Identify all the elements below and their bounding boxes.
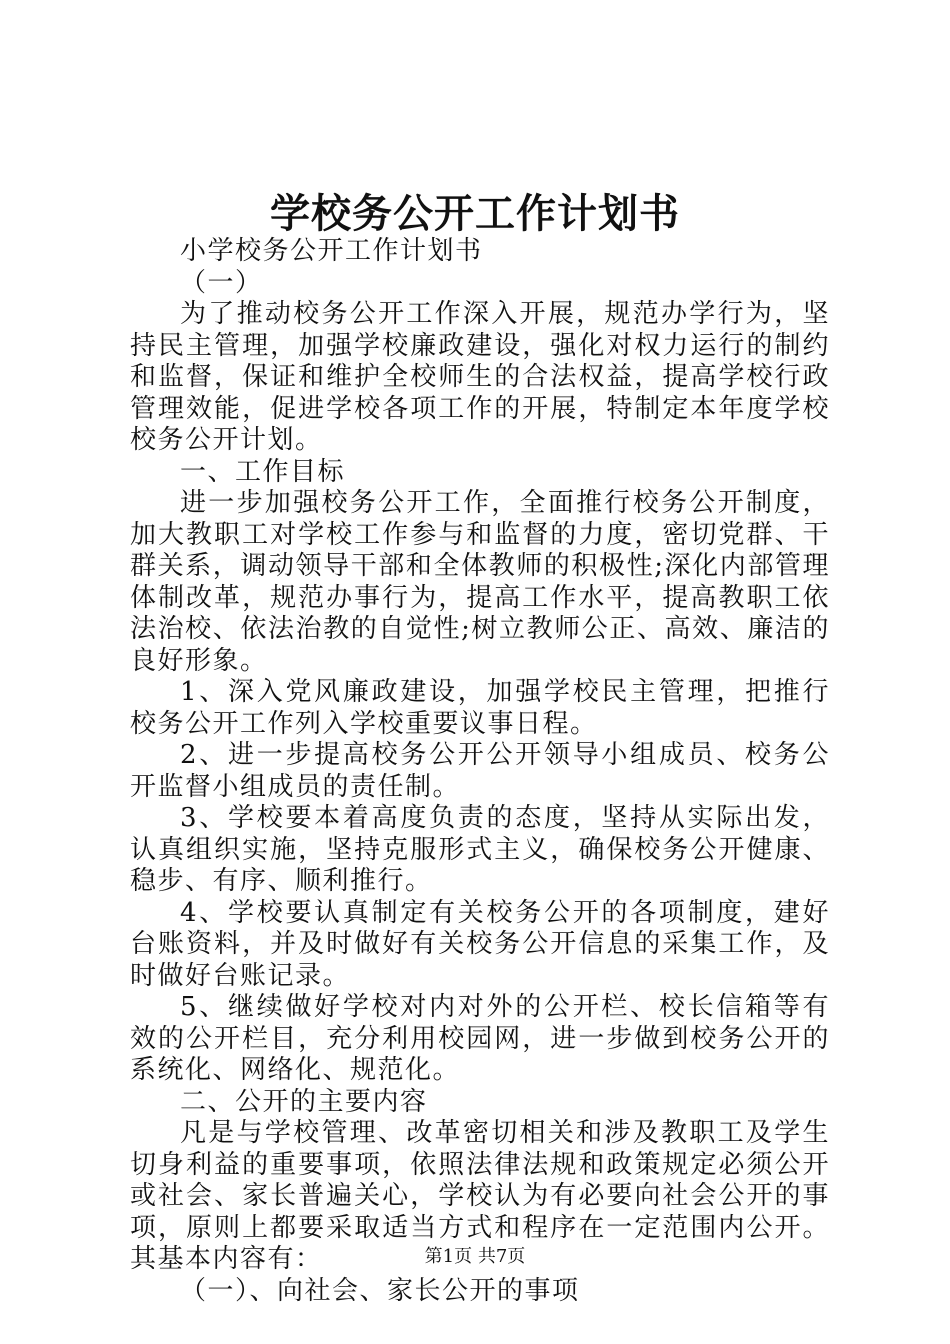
subheading-public-matters: （一）、向社会、家长公开的事项 bbox=[180, 1275, 580, 1306]
goals-paragraph: 进一步加强校务公开工作，全面推行校务公开制度，加大教职工对学校工作参与和监督的力度，密切党群、干群关系，调动领导干部和全体教师的积极性;深化内部管理体制改革，规范办事行为，提高工作水平，提高教职工依法治校、依法治教的自觉性;树立教师公正、高效、廉洁的良好形象。 bbox=[130, 488, 830, 676]
list-item-2: 2、进一步提高校务公开公开领导小组成员、校务公开监督小组成员的责任制。 bbox=[130, 740, 830, 802]
page-indicator: 第1页 共7页 bbox=[424, 1246, 526, 1267]
intro-paragraph: 为了推动校务公开工作深入开展，规范办学行为，坚持民主管理，加强学校廉政建设，强化对权力运行的制约和监督，保证和维护全校师生的合法权益，提高学校行政管理效能，促进学校各项工作的开展，特制定本年度学校校务公开计划。 bbox=[130, 299, 830, 455]
section-marker: （一） bbox=[180, 267, 263, 298]
list-item-1: 1、深入党风廉政建设，加强学校民主管理，把推行校务公开工作列入学校重要议事日程。 bbox=[130, 677, 830, 739]
list-item-3: 3、学校要本着高度负责的态度，坚持从实际出发，认真组织实施，坚持克服形式主义，确保校务公开健康、稳步、有序、顺利推行。 bbox=[130, 803, 830, 896]
subtitle: 小学校务公开工作计划书 bbox=[180, 236, 483, 266]
list-item-5: 5、继续做好学校对内对外的公开栏、校长信箱等有效的公开栏目，充分利用校园网，进一步做到校务公开的系统化、网络化、规范化。 bbox=[130, 992, 830, 1085]
heading-work-goals: 一、工作目标 bbox=[180, 456, 346, 487]
content-paragraph: 凡是与学校管理、改革密切相关和涉及教职工及学生切身利益的重要事项，依照法律法规和政策规定必须公开或社会、家长普遍关心，学校认为有必要向社会公开的事项，原则上都要采取适当方式和程序在一定范围内公开。其基本内容有： bbox=[130, 1118, 830, 1274]
document-body bbox=[130, 236, 830, 1307]
list-item-4: 4、学校要认真制定有关校务公开的各项制度，建好台账资料，并及时做好有关校务公开信息的采集工作，及时做好台账记录。 bbox=[130, 897, 830, 991]
document-title: 学校务公开工作计划书 bbox=[270, 190, 680, 237]
heading-main-content: 二、公开的主要内容 bbox=[180, 1086, 428, 1117]
